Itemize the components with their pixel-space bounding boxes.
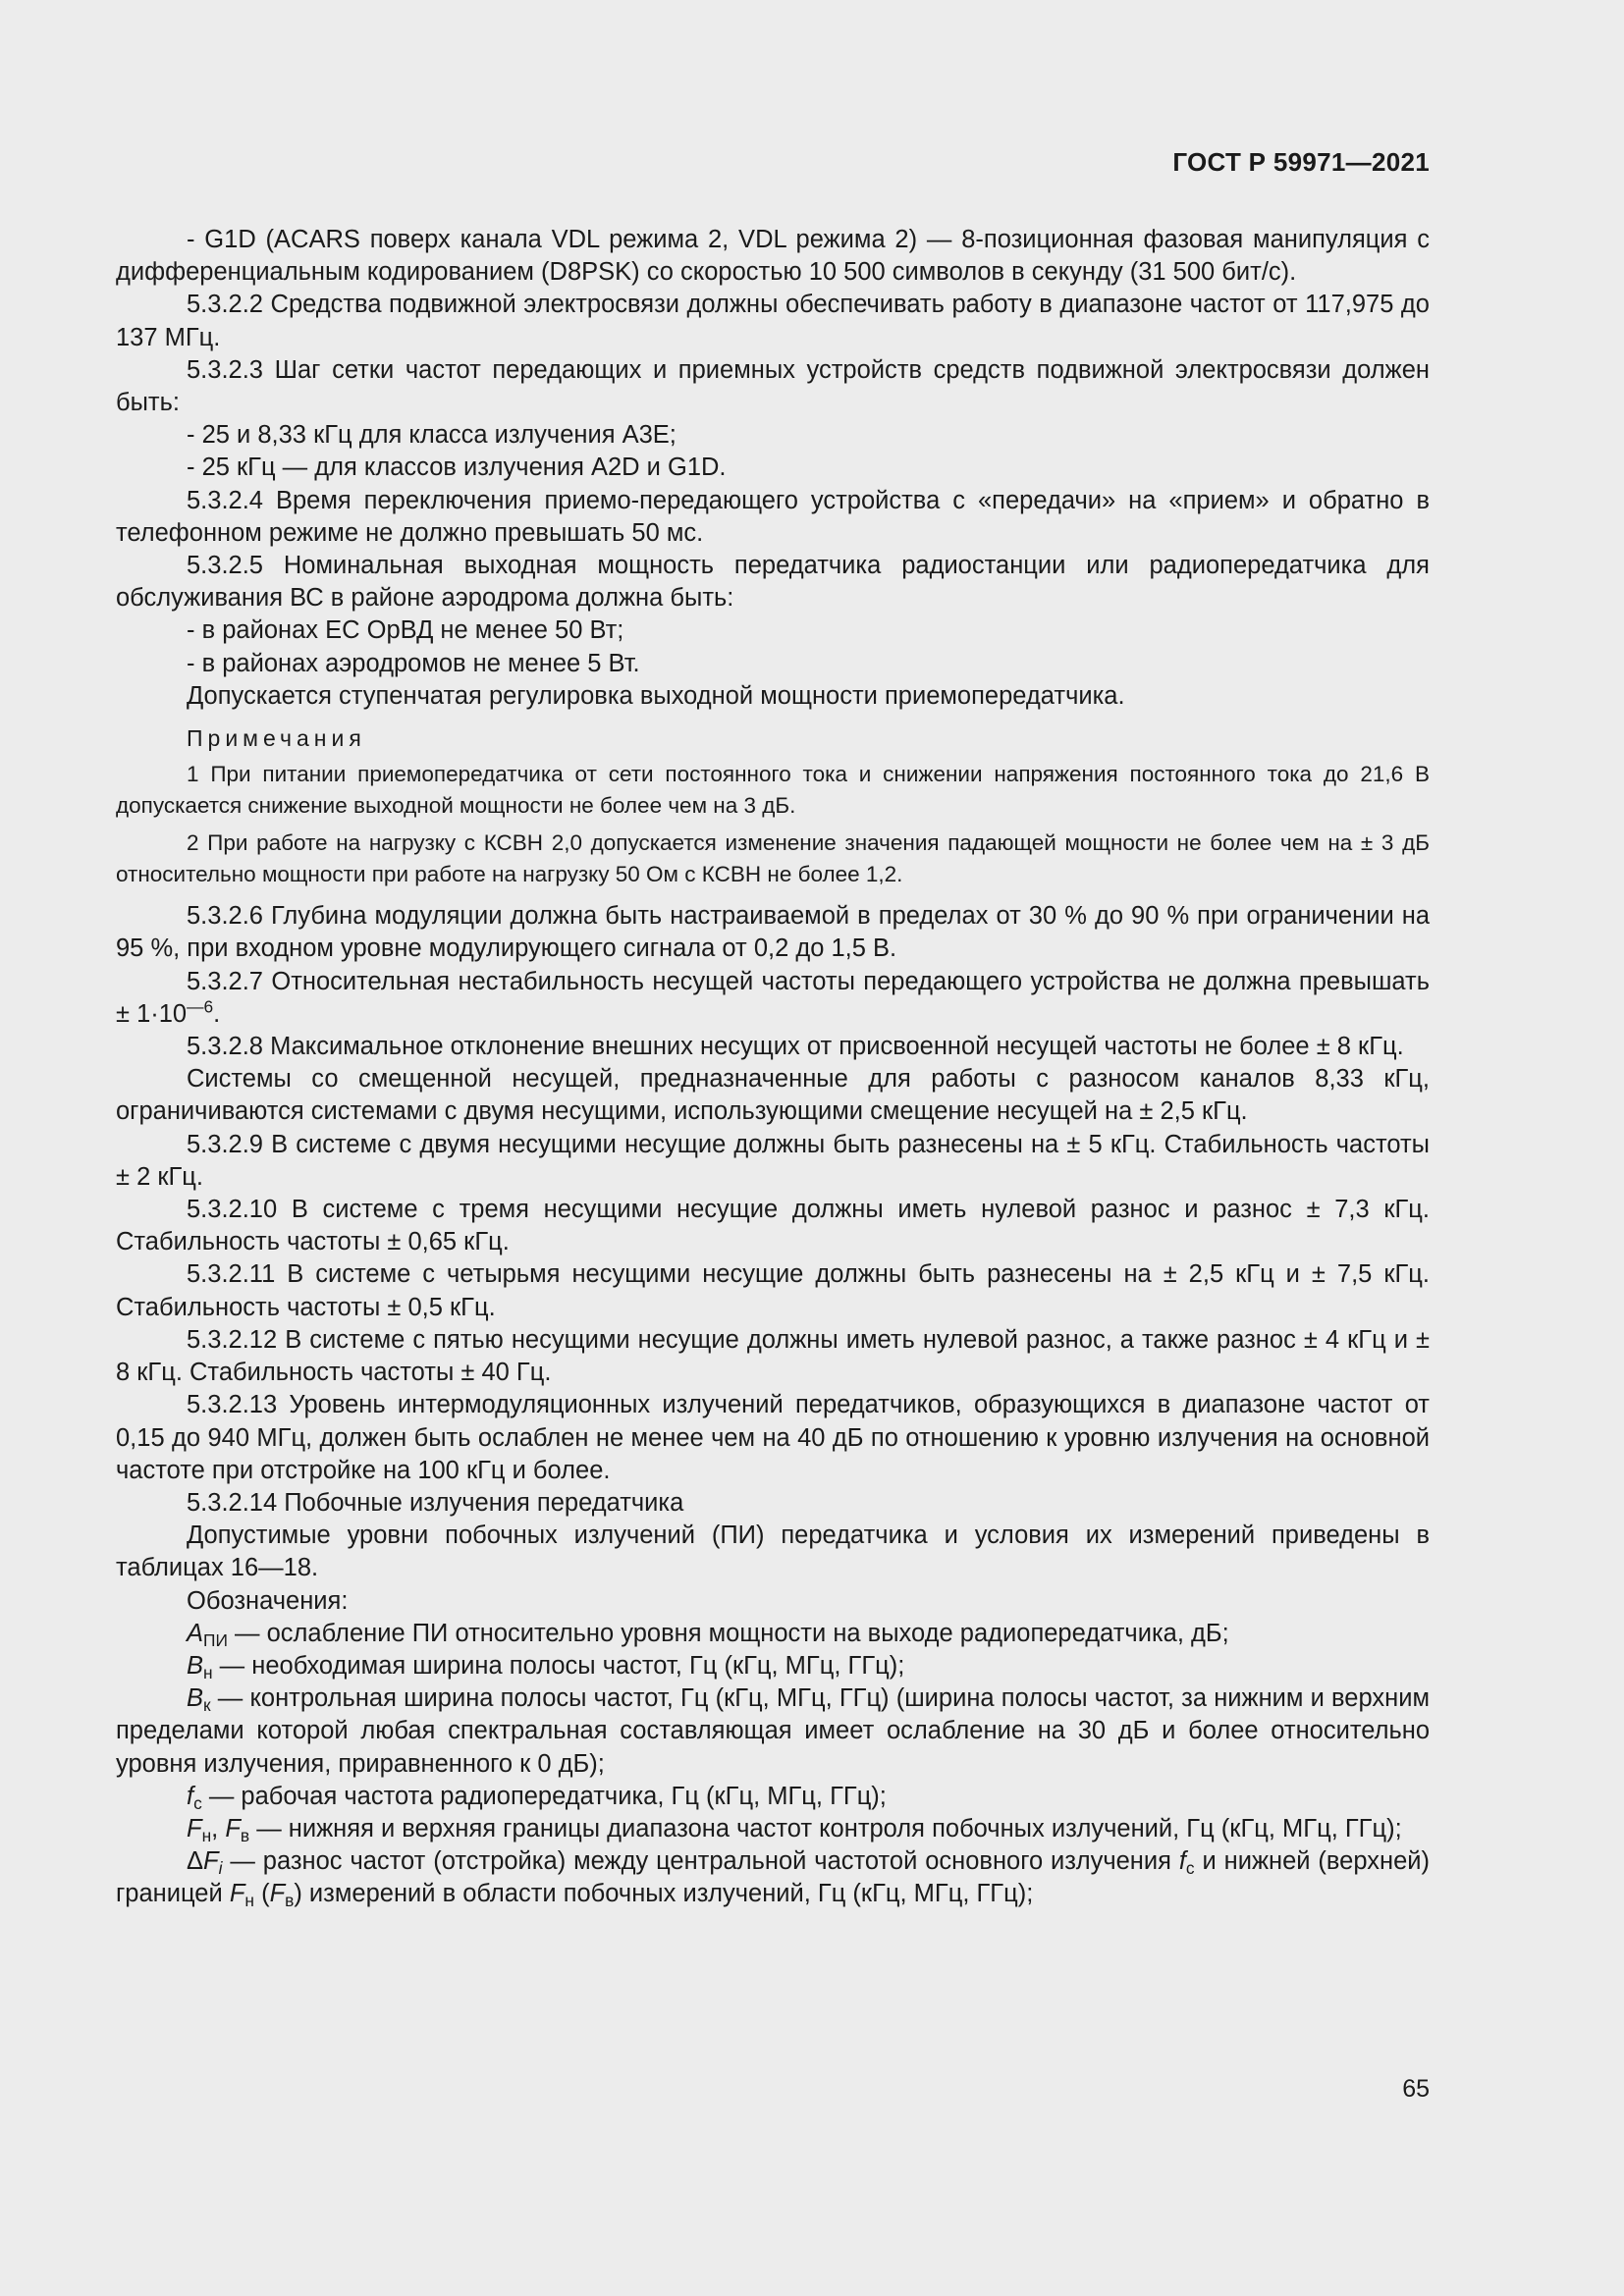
paragraph-5-3-2-10: 5.3.2.10 В системе с тремя несущими несущие должны иметь нулевой разнос и разнос ± 7,3 кГц. Стабильность частоты ± 0,65 кГц. xyxy=(116,1196,1430,1256)
symbol-text: ) измерений в области побочных излучений, Гц (кГц, МГц, ГГц); xyxy=(294,1880,1034,1908)
symbol-text: — разнос частот (отстройка) между центральной частотой основного излучения xyxy=(222,1847,1179,1876)
paragraph-5-3-2-4: 5.3.2.4 Время переключения приемо-передающего устройства с «передачи» на «прием» и обратно в телефонном режиме не должно превышать 50 мс. xyxy=(116,486,1430,547)
paragraph-power-regulation: Допускается ступенчатая регулировка выходной мощности приемопередатчика. xyxy=(187,681,1125,710)
period: . xyxy=(213,999,221,1028)
list-item: - в районах ЕС ОрВД не менее 50 Вт; xyxy=(187,616,624,645)
symbol-definition xyxy=(116,1813,1430,1845)
symbol-subscript: в xyxy=(285,1891,295,1911)
symbol: B xyxy=(187,1684,204,1713)
symbol-subscript: ПИ xyxy=(203,1629,228,1650)
list-item: - в районах аэродромов не менее 5 Вт. xyxy=(187,649,640,677)
paragraph-5-3-2-12: 5.3.2.12 В системе с пятью несущими несущие должны иметь нулевой разнос, а также разнос ± 4 кГц и ± 8 кГц. Стабильность частоты ± 40 Гц. xyxy=(116,1325,1430,1387)
symbol-text: — необходимая ширина полосы частот, Гц (кГц, МГц, ГГц); xyxy=(212,1651,905,1680)
symbol-subscript: н xyxy=(203,1663,213,1683)
note-1: 1 При питании приемопередатчика от сети постоянного тока и снижении напряжения постоянного тока до 21,6 В допускается снижение выходной мощности не более чем на 3 дБ. xyxy=(116,762,1430,819)
symbol-subscript: к xyxy=(203,1695,211,1716)
symbol: f xyxy=(187,1782,194,1810)
document-body xyxy=(116,224,1430,1911)
notes-title: Примечания xyxy=(187,725,366,752)
paragraph-5-3-2-7 xyxy=(116,966,1430,1031)
paragraph-5-3-2-14: 5.3.2.14 Побочные излучения передатчика xyxy=(187,1488,684,1517)
symbol-definition xyxy=(116,1845,1430,1910)
paragraph-spurious-levels: Допустимые уровни побочных излучений (ПИ) передатчика и условия их измерений приведены в таблицах 16—18. xyxy=(116,1522,1430,1582)
symbol: F xyxy=(229,1880,245,1908)
symbol-definition xyxy=(116,1650,1430,1682)
separator: , xyxy=(211,1814,226,1842)
symbol-definition xyxy=(116,1781,1430,1813)
delta-symbol: Δ xyxy=(187,1847,204,1876)
paragraph-5-3-2-8: 5.3.2.8 Максимальное отклонение внешних несущих от присвоенной несущей частоты не более ± 8 кГц. xyxy=(187,1033,1404,1061)
list-item: - 25 кГц — для классов излучения A2D и G1D. xyxy=(187,454,727,482)
paragraph-designations: Обозначения: xyxy=(187,1586,349,1615)
paren-open: ( xyxy=(253,1880,270,1908)
symbol-text: — контрольная ширина полосы частот, Гц (кГц, МГц, ГГц) (ширина полосы частот, за нижним и верхним пределами которой любая спектральная составляющая имеет ослабление на 30 дБ и более относительно уровня излучения, приравненного к 0 дБ); xyxy=(116,1684,1430,1778)
symbol-subscript: c xyxy=(193,1792,202,1813)
paragraph-5-3-2-2: 5.3.2.2 Средства подвижной электросвязи должны обеспечивать работу в диапазоне частот от 117,975 до 137 МГц. xyxy=(116,291,1430,351)
symbol-text: — нижняя и верхняя границы диапазона частот контроля побочных излучений, Гц (кГц, МГц, ГГц); xyxy=(249,1814,1402,1842)
paragraph-5-3-2-3: 5.3.2.3 Шаг сетки частот передающих и приемных устройств средств подвижной электросвязи должен быть: xyxy=(116,355,1430,417)
symbol-subscript: i xyxy=(218,1858,223,1879)
symbol: f xyxy=(1178,1847,1186,1876)
exponent: —6 xyxy=(187,996,214,1017)
paragraph-5-3-2-13: 5.3.2.13 Уровень интермодуляционных излучений передатчиков, образующихся в диапазоне частот от 0,15 до 940 МГц, должен быть ослаблен не менее чем на 40 дБ по отношению к уровню излучения на основной частоте при отстройке на 100 кГц и более. xyxy=(116,1391,1430,1484)
page-number: 65 xyxy=(1402,2075,1430,2103)
symbol: A xyxy=(187,1619,204,1647)
paragraph-5-3-2-6: 5.3.2.6 Глубина модуляции должна быть настраиваемой в пределах от 30 % до 90 % при ограничении на 95 %, при входном уровне модулирующего сигнала от 0,2 до 1,5 В. xyxy=(116,902,1430,963)
symbol-text: — рабочая частота радиопередатчика, Гц (кГц, МГц, ГГц); xyxy=(201,1782,887,1810)
symbol-subscript: н xyxy=(244,1891,254,1911)
paragraph-5-3-2-9: 5.3.2.9 В системе с двумя несущими несущие должны быть разнесены на ± 5 кГц. Стабильность частоты ± 2 кГц. xyxy=(116,1130,1430,1191)
paragraph-offset-carrier: Системы со смещенной несущей, предназначенные для работы с разносом каналов 8,33 кГц, ограничиваются системами с двумя несущими, использующими смещение несущей на ± 2,5 кГц. xyxy=(116,1065,1430,1126)
standard-header: ГОСТ Р 59971—2021 xyxy=(1172,147,1430,177)
symbol: F xyxy=(269,1880,286,1908)
paragraph-g1d: - G1D (ACARS поверх канала VDL режима 2, VDL режима 2) — 8-позиционная фазовая манипуляция с дифференциальным кодированием (D8PSK) со скоростью 10 500 символов в секунду (31 500 бит/с). xyxy=(116,226,1430,287)
symbol-text: и нижней (верхней) границей xyxy=(116,1847,1430,1908)
symbol: B xyxy=(187,1651,204,1680)
symbol: F xyxy=(187,1814,202,1842)
symbol: F xyxy=(225,1814,241,1842)
symbol: F xyxy=(203,1847,219,1876)
symbol-subscript: в xyxy=(240,1826,250,1846)
symbol-definition xyxy=(116,1682,1430,1781)
paragraph-text: 5.3.2.7 Относительная нестабильность несущей частоты передающего устройства не должна превышать ± 1·10 xyxy=(116,967,1430,1028)
paragraph-5-3-2-11: 5.3.2.11 В системе с четырьмя несущими несущие должны быть разнесены на ± 2,5 кГц и ± 7,5 кГц. Стабильность частоты ± 0,5 кГц. xyxy=(116,1260,1430,1321)
paragraph-5-3-2-5: 5.3.2.5 Номинальная выходная мощность передатчика радиостанции или радиопередатчика для обслуживания ВС в районе аэродрома должна быть: xyxy=(116,552,1430,613)
symbol-subscript: н xyxy=(201,1826,212,1846)
list-item: - 25 и 8,33 кГц для класса излучения А3Е; xyxy=(187,421,677,450)
note-2: 2 При работе на нагрузку с КСВН 2,0 допускается изменение значения падающей мощности не более чем на ± 3 дБ относительно мощности при работе на нагрузку 50 Ом с КСВН не более 1,2. xyxy=(116,830,1430,887)
symbol-subscript: c xyxy=(1185,1858,1195,1879)
symbol-text: — ослабление ПИ относительно уровня мощности на выходе радиопередатчика, дБ; xyxy=(227,1619,1229,1647)
symbol-definition xyxy=(116,1618,1430,1650)
